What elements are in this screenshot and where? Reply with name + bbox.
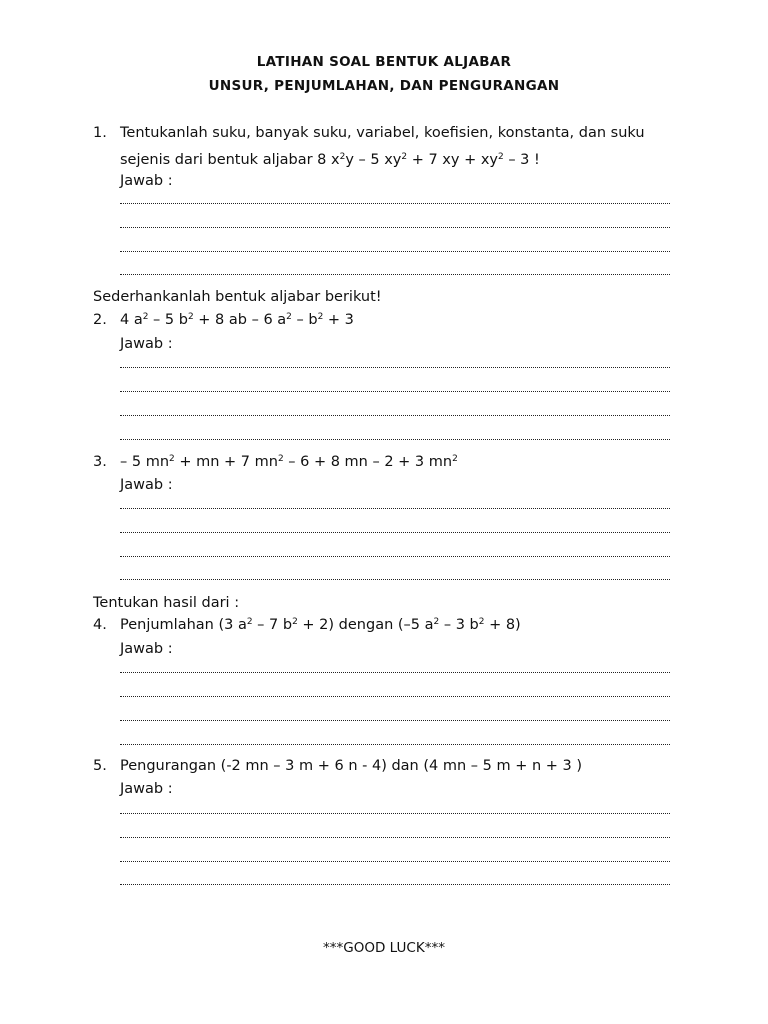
section-heading-simplify: Sederhankanlah bentuk aljabar berikut! <box>93 289 382 305</box>
question-1-number: 1. <box>93 125 107 141</box>
answer-line <box>120 696 670 697</box>
answer-line <box>120 203 670 204</box>
question-4-expression: Penjumlahan (3 $a^2 - 7$ $b^2 + 2$) dengan (–5 $a^2 - 3$ $b^2 + 8$) <box>120 617 521 633</box>
question-2-number: 2. <box>93 312 107 328</box>
answer-line <box>120 391 670 392</box>
answer-line <box>120 579 670 580</box>
answer-line <box>120 884 670 885</box>
question-5-number: 5. <box>93 758 107 774</box>
question-5-expression: Pengurangan (-2 mn – 3 m + 6 n - 4) dan (4 mn – 5 m + n + 3 ) <box>120 758 582 774</box>
answer-line <box>120 556 670 557</box>
question-3-number: 3. <box>93 454 107 470</box>
answer-line <box>120 415 670 416</box>
answer-line <box>120 837 670 838</box>
answer-line <box>120 508 670 509</box>
worksheet-title: LATIHAN SOAL BENTUK ALJABAR <box>256 54 512 70</box>
answer-line <box>120 274 670 275</box>
question-3-answer-label: Jawab : <box>120 477 173 493</box>
answer-line <box>120 439 670 440</box>
answer-line <box>120 251 670 252</box>
answer-line <box>120 227 670 228</box>
question-1-text-line2: sejenis dari bentuk aljabar 8 $x^2y - 5$ $xy^2 + 7$ xy + $xy^2 - 3$ ! <box>120 152 540 168</box>
answer-line <box>120 532 670 533</box>
answer-line <box>120 672 670 673</box>
worksheet-subtitle: UNSUR, PENJUMLAHAN, DAN PENGURANGAN <box>208 78 560 94</box>
question-4-answer-label: Jawab : <box>120 641 173 657</box>
answer-line <box>120 744 670 745</box>
section-heading-results: Tentukan hasil dari : <box>93 595 240 611</box>
question-5-answer-label: Jawab : <box>120 781 173 797</box>
answer-line <box>120 813 670 814</box>
footer-good-luck: ***GOOD LUCK*** <box>323 940 445 956</box>
question-1-text-line1: Tentukanlah suku, banyak suku, variabel, koefisien, konstanta, dan suku <box>120 125 645 141</box>
question-3-expression: – 5 $mn^2$ + mn + 7 $mn^2 - 6 + 8$ mn – 2 + 3 $mn^2$ <box>120 454 458 470</box>
answer-line <box>120 861 670 862</box>
question-1-answer-label: Jawab : <box>120 173 173 189</box>
answer-line <box>120 367 670 368</box>
question-2-expression: 4 $a^2 - 5$ $b^2 + 8$ ab – 6 $a^2 - b^2 + 3$ <box>120 312 354 328</box>
question-2-answer-label: Jawab : <box>120 336 173 352</box>
answer-line <box>120 720 670 721</box>
question-4-number: 4. <box>93 617 107 633</box>
